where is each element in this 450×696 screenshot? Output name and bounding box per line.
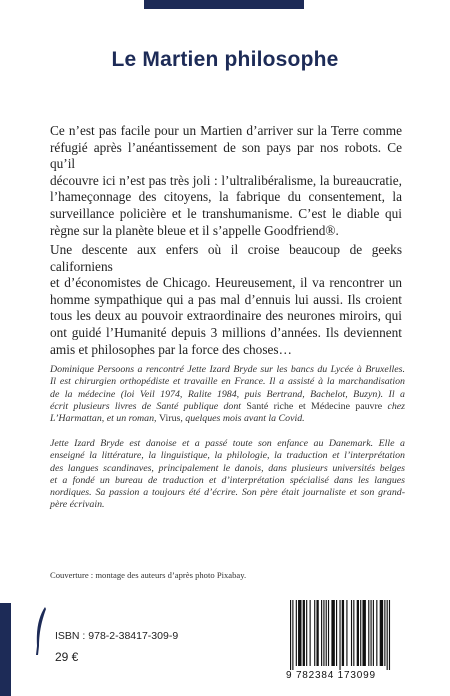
bio-text: L’Harmattan, et un roman,	[50, 413, 159, 425]
barcode-bar	[362, 600, 365, 666]
bio-line: de la médecine (loi Veil 1974, Ralite 1984, puis Bertrand, Bachelot, Buzyn). Il a	[50, 388, 405, 400]
barcode-bar	[387, 600, 388, 670]
barcode-bar	[342, 600, 344, 666]
blurb-line: homme sympathique qui a pas mal d’ennuis lui aussi. Ils croient	[50, 291, 402, 307]
barcode-bar	[331, 600, 334, 666]
blurb-line: ont guidé l’Humanité depuis 3 millions d’années. Ils deviennent	[50, 324, 402, 340]
book-title: Le Martien philosophe	[111, 48, 339, 71]
barcode-bar	[314, 600, 315, 666]
barcode-bar	[292, 600, 293, 670]
isbn: ISBN : 978-2-38417-309-9	[55, 630, 179, 642]
blurb-paragraph-2	[50, 242, 402, 358]
publisher-strip	[0, 603, 11, 696]
barcode-bar	[339, 600, 340, 670]
barcode-bar	[328, 600, 329, 666]
barcode-bar	[296, 600, 297, 666]
publisher-feather-logo	[34, 606, 48, 656]
barcode-bar	[303, 600, 305, 666]
blurb-line: surveillance policière et le transhumanisme. C’est le diable qui	[50, 205, 402, 221]
barcode-bar	[360, 600, 361, 666]
barcode-bar	[326, 600, 327, 666]
blurb-line: réfugié après l’anéantissement de son pays par nos robots. Ce qu’il	[50, 139, 402, 172]
bio-line: enseigné la littérature, la linguistique, la philologie, la traduction et l’interprétation	[50, 450, 405, 462]
bio-line	[50, 413, 405, 425]
blurb-line: l’hameçonnage des citoyens, la fabrique du consentement, la	[50, 189, 402, 205]
barcode	[286, 600, 404, 670]
bio-line: Jette Izard Bryde est danoise et a passé toute son enfance au Danemark. Elle a	[50, 438, 405, 449]
barcode-bar	[323, 600, 324, 666]
barcode-bar	[290, 600, 291, 670]
blurb-line: découvre ici n’est pas très joli : l’ultralibéralisme, la bureaucratie,	[50, 172, 402, 188]
blurb-paragraph-1	[50, 123, 402, 239]
cover-credit: Couverture : montage des auteurs d’après photo Pixabay.	[50, 570, 247, 580]
book-title-ref: Santé riche et Médecine pauvre	[246, 400, 383, 412]
barcode-bar	[368, 600, 369, 666]
blurb-line: règne sur la planète bleue et il s’appelle Goodfriend®.	[50, 222, 339, 238]
barcode-bar	[371, 600, 372, 666]
bio-line: des langues scandinaves, principalement le danois, dans plusieurs universités belges	[50, 462, 405, 474]
barcode-bar	[316, 600, 318, 666]
bio-text: quelques mois avant la Covid.	[182, 413, 305, 425]
bio-text: écrit plusieurs livres de Santé publique dont	[50, 400, 247, 412]
barcode-bar	[306, 600, 307, 666]
bio-line: nordiques. Sa passion a toujours été d’écrire. Son père était journaliste et son grand-	[50, 487, 405, 499]
blurb-line: amis et philosophes par la force des choses…	[50, 341, 292, 357]
barcode-number: 9 782384 173099	[286, 670, 376, 681]
barcode-bars	[286, 600, 404, 670]
blurb-line: tous les deux au pouvoir extraordinaire des neurones miroirs, qui	[50, 308, 402, 324]
top-accent-bar	[144, 0, 304, 9]
barcode-bar	[321, 600, 322, 666]
author-bio-2	[50, 438, 405, 512]
barcode-bar	[384, 600, 385, 666]
barcode-bar	[353, 600, 354, 666]
barcode-bar	[373, 600, 374, 666]
bio-line: Dominique Persoons a rencontré Jette Izard Bryde sur les bancs du Lycée à Bruxelles.	[50, 364, 405, 375]
bio-text: chez	[382, 400, 405, 412]
book-title-ref: Virus,	[159, 413, 183, 425]
barcode-bar	[298, 600, 301, 666]
bio-line: et a fondé un bureau de traduction et d’interprétation spécialisé dans les langues	[50, 474, 405, 486]
blurb-line: et d’économistes de Chicago. Heureusement, il va rencontrer un	[50, 275, 402, 291]
bio-line	[50, 401, 405, 413]
bio-line: père écrivain.	[50, 499, 105, 511]
barcode-bar	[376, 600, 377, 666]
blurb-line: Ce n’est pas facile pour un Martien d’arriver sur la Terre comme	[50, 123, 402, 138]
barcode-bar	[336, 600, 337, 666]
barcode-bar	[310, 600, 311, 666]
barcode-bar	[380, 600, 383, 666]
barcode-bar	[351, 600, 352, 666]
barcode-bar	[346, 600, 347, 666]
bio-line: Il est chirurgien orthopédiste et travaille en France. Il a assisté à la marchandisation	[50, 376, 405, 388]
barcode-bar	[389, 600, 390, 670]
barcode-bar	[357, 600, 359, 666]
price: 29 €	[55, 650, 79, 664]
author-bio-1	[50, 364, 405, 425]
blurb-line: Une descente aux enfers où il croise beaucoup de geeks californiens	[50, 242, 402, 274]
